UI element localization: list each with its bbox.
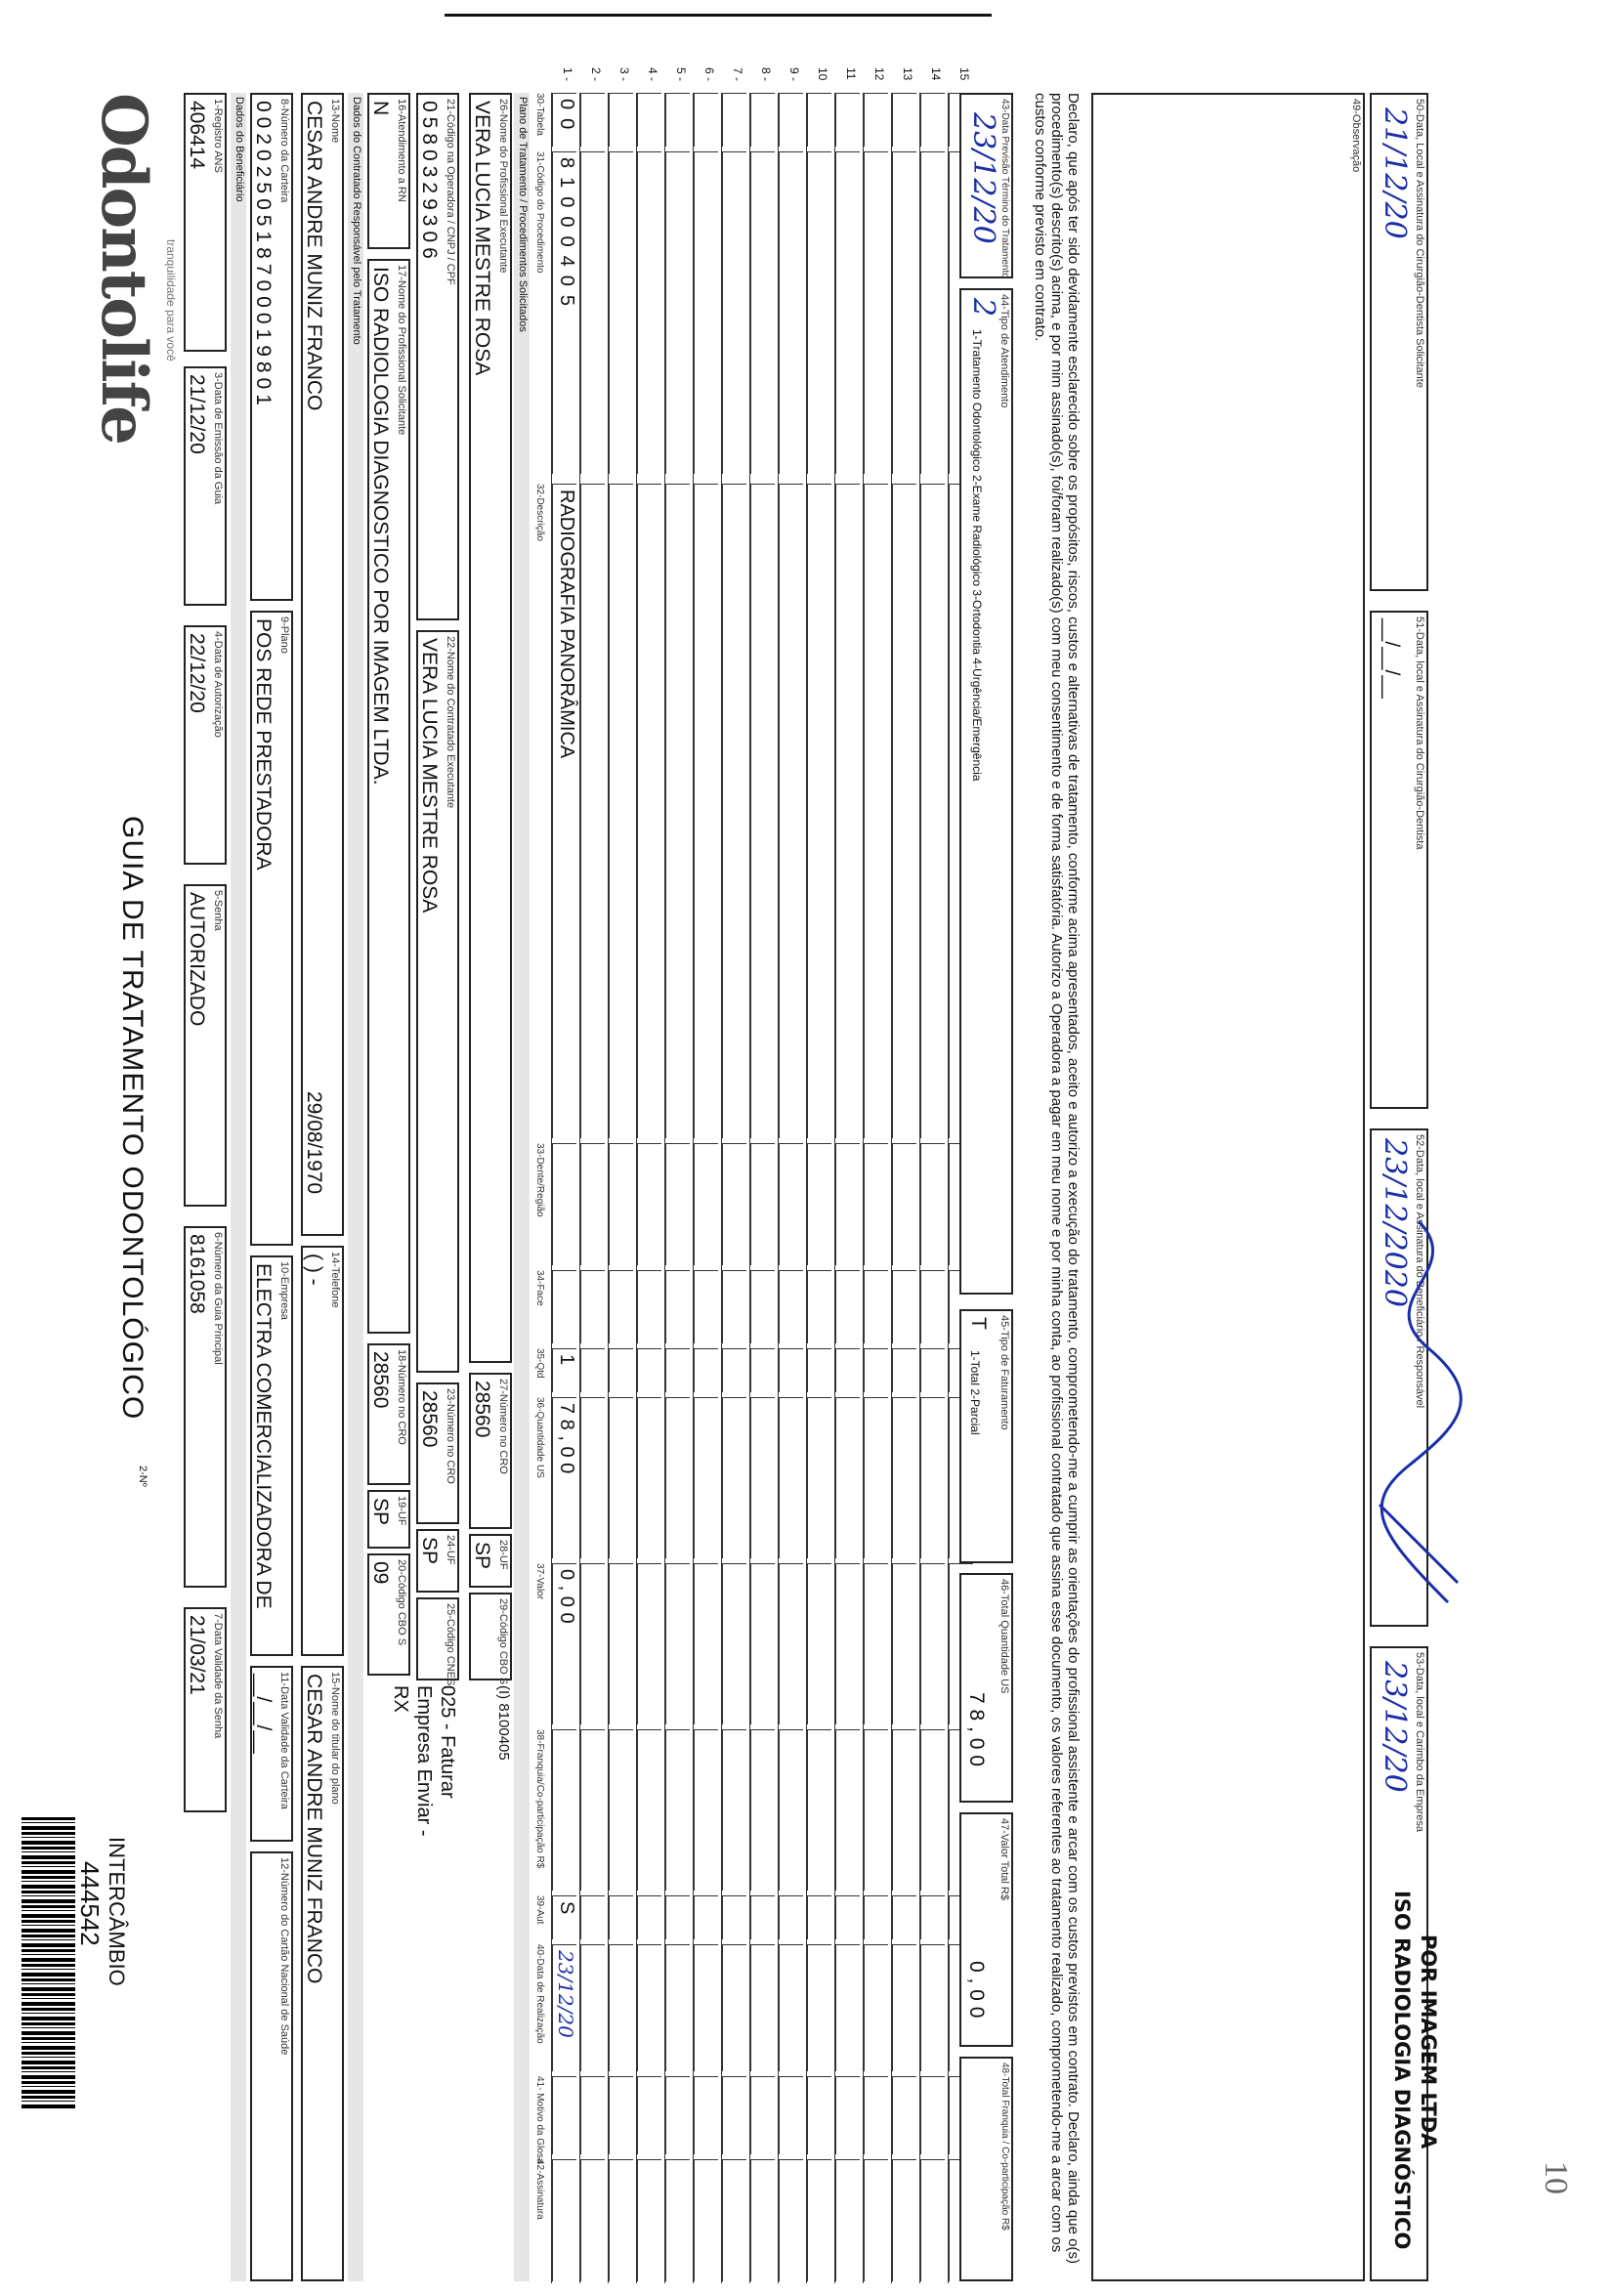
- value-data: 23/12/20: [554, 1950, 577, 2038]
- cell-valor[interactable]: [835, 1563, 860, 1724]
- row-number: 10: [816, 67, 829, 81]
- cell-qtd[interactable]: [835, 1348, 860, 1392]
- cell-face[interactable]: [920, 1270, 945, 1343]
- column-header: 39-Aut: [534, 1895, 545, 1925]
- cell-glosa[interactable]: [864, 2076, 888, 2154]
- procedure-row[interactable]: [721, 67, 750, 2283]
- cell-valor[interactable]: [665, 1563, 690, 1724]
- column-header: 30-Tabela: [534, 93, 545, 136]
- cell-descricao[interactable]: [807, 484, 831, 1138]
- cell-glosa[interactable]: [665, 2076, 690, 2154]
- cell-us[interactable]: [835, 1397, 860, 1558]
- cell-codigo[interactable]: [779, 151, 803, 474]
- cell-glosa[interactable]: [892, 2076, 916, 2154]
- cell-tabela[interactable]: [779, 93, 803, 147]
- row-number: 14: [929, 67, 943, 81]
- column-header: 31-Código do Procedimento: [534, 151, 545, 274]
- cell-qtd[interactable]: [920, 1348, 945, 1392]
- row-number: 8 -: [759, 67, 773, 82]
- procedure-row[interactable]: [778, 67, 807, 2283]
- cell-aut[interactable]: [835, 1895, 860, 1939]
- cell-qtd[interactable]: [750, 1348, 775, 1392]
- field-total-us[interactable]: 46-Total Quantidade US 7 8 , 0 0: [959, 1573, 1013, 1803]
- cell-glosa[interactable]: [694, 2076, 718, 2154]
- company-stamp-line1: ISO RADIOLOGIA DIAGNÓSTICO: [1390, 1891, 1414, 2250]
- cell-franquia[interactable]: [779, 1729, 803, 1891]
- column-header: 34-Face: [534, 1270, 545, 1306]
- cell-glosa[interactable]: [920, 2076, 945, 2154]
- row-number: 5 -: [674, 67, 688, 82]
- company-stamp-line2: POR IMAGEM LTDA: [1417, 1935, 1440, 2149]
- procedure-row[interactable]: [693, 67, 722, 2283]
- value-us: 7 8 , 0 0: [556, 1403, 577, 1474]
- cell-face[interactable]: [864, 1270, 888, 1343]
- cell-glosa[interactable]: [750, 2076, 775, 2154]
- cell-descricao[interactable]: [637, 484, 661, 1138]
- cell-qtd[interactable]: [609, 1348, 633, 1392]
- previsao-handwritten: 23/12/20: [966, 112, 1000, 244]
- field-uf-prof[interactable]: 28-UF SP: [469, 1534, 512, 1588]
- value-tabela: 00: [556, 99, 577, 139]
- field-cro-executante[interactable]: 23-Número no CRO 28560: [416, 1382, 459, 1524]
- cell-assin[interactable]: [920, 2159, 945, 2281]
- cell-descricao[interactable]: [750, 484, 775, 1138]
- cell-qtd[interactable]: [864, 1348, 888, 1392]
- cell-codigo[interactable]: [694, 151, 718, 474]
- cell-valor[interactable]: [892, 1563, 916, 1724]
- field-tipo-atendimento[interactable]: 44-Tipo de Atendimento 1-Tratamento Odontológico 2-Exame Radiológico 3-Ortodontia 4-Urgência/Emergência: [959, 288, 1013, 1295]
- cell-descricao[interactable]: [665, 484, 690, 1138]
- cell-aut[interactable]: [779, 1895, 803, 1939]
- solicitante-date-handwritten: 21/12/20: [1378, 107, 1412, 239]
- cell-face[interactable]: [750, 1270, 775, 1343]
- cell-franquia[interactable]: [920, 1729, 945, 1891]
- cell-franquia[interactable]: [694, 1729, 718, 1891]
- cell-assin[interactable]: [892, 2159, 916, 2281]
- cell-tabela[interactable]: [580, 93, 605, 147]
- cell-franquia[interactable]: [835, 1729, 860, 1891]
- cell-franquia[interactable]: [609, 1729, 633, 1891]
- cell-qtd[interactable]: [637, 1348, 661, 1392]
- empresa-date-handwritten: 23/12/20: [1378, 1661, 1412, 1793]
- field-guia-principal[interactable]: 6-Número da Guia Principal 8161058: [184, 1226, 227, 1588]
- field-atendimento-rn[interactable]: 16-Atendimento a RN N: [367, 93, 410, 249]
- cell-data[interactable]: [580, 1944, 605, 2071]
- field-assinatura-cirurgiao[interactable]: 51-Data, local e Assinatura do Cirurgião-Dentista __/__/__: [1370, 611, 1428, 1109]
- cell-glosa[interactable]: [807, 2076, 831, 2154]
- cell-descricao[interactable]: [694, 484, 718, 1138]
- cell-face[interactable]: [779, 1270, 803, 1343]
- field-carteira[interactable]: 8-Número da Carteira 0020250518700019801: [250, 93, 293, 601]
- cell-qtd[interactable]: [580, 1348, 605, 1392]
- field-contratado-executante[interactable]: 22-Nome do Contratado Executante VERA LUCIA MESTRE ROSA: [416, 630, 459, 1373]
- field-data-autorizacao[interactable]: 4-Data de Autorização 22/12/20: [184, 625, 227, 865]
- field-nome[interactable]: 13-Nome CESAR ANDRE MUNIZ FRANCO 29/08/1970: [301, 93, 344, 1236]
- cell-assin[interactable]: [835, 2159, 860, 2281]
- row-number: 11: [844, 67, 858, 80]
- cell-aut[interactable]: [637, 1895, 661, 1939]
- procedure-row[interactable]: [636, 67, 665, 2283]
- section-beneficiario: Dados do Beneficiário: [231, 93, 246, 2281]
- cell-codigo[interactable]: [609, 151, 633, 474]
- cell-valor[interactable]: [750, 1563, 775, 1724]
- row-number: 6 -: [702, 67, 716, 82]
- cell-franquia[interactable]: [750, 1729, 775, 1891]
- procedure-row[interactable]: [608, 67, 637, 2283]
- row-number: 2 -: [589, 67, 603, 82]
- cell-data[interactable]: [864, 1944, 888, 2071]
- value-valor: 0 , 0 0: [556, 1569, 577, 1624]
- value-qtd: 1: [556, 1354, 577, 1366]
- cell-face[interactable]: [807, 1270, 831, 1343]
- cell-assin[interactable]: [580, 2159, 605, 2281]
- cell-tabela[interactable]: [835, 93, 860, 147]
- cell-dente[interactable]: [892, 1143, 916, 1265]
- row-number: 3 -: [617, 67, 631, 82]
- column-header: 40-Data de Realização: [534, 1944, 545, 2044]
- cell-us[interactable]: [807, 1397, 831, 1558]
- cell-valor[interactable]: [920, 1563, 945, 1724]
- cell-assin[interactable]: [665, 2159, 690, 2281]
- cell-franquia[interactable]: [807, 1729, 831, 1891]
- field-assinatura-solicitante[interactable]: 50-Data, Local e Assinatura do Cirurgião-Dentista Solicitante: [1370, 93, 1428, 591]
- cell-valor[interactable]: [779, 1563, 803, 1724]
- procedure-row[interactable]: [834, 67, 864, 2283]
- column-header: 42-Assinatura: [534, 2159, 545, 2220]
- cell-glosa[interactable]: [835, 2076, 860, 2154]
- cell-codigo[interactable]: [722, 151, 746, 474]
- beneficiario-date-handwritten: 23/12/2020: [1378, 1138, 1412, 1307]
- field-cro-solicitante[interactable]: 18-Número no CRO 28560: [367, 1343, 410, 1485]
- beneficiario-signature: [1360, 1212, 1477, 1622]
- cell-glosa[interactable]: [580, 2076, 605, 2154]
- cell-codigo[interactable]: [864, 151, 888, 474]
- field-cbo-prof[interactable]: 29-Código CBO S: [469, 1593, 512, 1680]
- cell-data[interactable]: [722, 1944, 746, 2071]
- procedure-row[interactable]: [919, 67, 949, 2283]
- row-number: 1 -: [561, 67, 574, 82]
- cell-dente[interactable]: [807, 1143, 831, 1265]
- field-cro-prof[interactable]: 27-Número no CRO 28560: [469, 1373, 512, 1529]
- cell-face[interactable]: [892, 1270, 916, 1343]
- cell-tabela[interactable]: [807, 93, 831, 147]
- cell-tabela[interactable]: [920, 93, 945, 147]
- cell-aut[interactable]: [722, 1895, 746, 1939]
- column-header: 37-Valor: [534, 1563, 545, 1600]
- cell-descricao[interactable]: [892, 484, 916, 1138]
- procedure-row[interactable]: [664, 67, 694, 2283]
- column-header: 38-Franquia/Co-participação R$: [534, 1729, 545, 1869]
- cell-franquia[interactable]: [637, 1729, 661, 1891]
- cnes-value: (I) 8100405: [495, 1685, 512, 1761]
- cell-codigo[interactable]: [580, 151, 605, 474]
- birth-date: 29/08/1970: [303, 1091, 325, 1195]
- cell-assin[interactable]: [552, 2159, 576, 2281]
- cell-franquia[interactable]: [665, 1729, 690, 1891]
- cell-descricao[interactable]: [609, 484, 633, 1138]
- field-tipo-faturamento[interactable]: 45-Tipo de Faturamento T 1-Total 2-Parcial: [959, 1309, 1013, 1563]
- cell-face[interactable]: [665, 1270, 690, 1343]
- cell-us[interactable]: [609, 1397, 633, 1558]
- field-senha[interactable]: 5-Senha AUTORIZADO: [184, 884, 227, 1207]
- cell-glosa[interactable]: [552, 2076, 576, 2154]
- cell-valor[interactable]: [864, 1563, 888, 1724]
- cell-descricao[interactable]: [864, 484, 888, 1138]
- cell-aut[interactable]: [665, 1895, 690, 1939]
- cell-valor[interactable]: [580, 1563, 605, 1724]
- row-number: 13: [901, 67, 914, 81]
- cell-dente[interactable]: [750, 1143, 775, 1265]
- field-profissional-solicitante[interactable]: 17-Nome do Profissional Solicitante ISO RADIOLOGIA DIAGNOSTICO POR IMAGEM LTDA.: [367, 259, 410, 1334]
- cell-us[interactable]: [637, 1397, 661, 1558]
- cell-valor[interactable]: [609, 1563, 633, 1724]
- cell-data[interactable]: [835, 1944, 860, 2071]
- cell-us[interactable]: [892, 1397, 916, 1558]
- cell-aut[interactable]: [807, 1895, 831, 1939]
- column-header: 33-Dente/Região: [534, 1143, 545, 1217]
- cell-tabela[interactable]: [722, 93, 746, 147]
- field-validade-senha[interactable]: 7-Data Validade da Senha 21/03/21: [184, 1607, 227, 1812]
- cell-data[interactable]: [694, 1944, 718, 2071]
- cell-glosa[interactable]: [609, 2076, 633, 2154]
- field-codigo-operadora[interactable]: 21-Código na Operadora / CNPJ / CPF 0580329306: [416, 93, 459, 620]
- cell-franquia[interactable]: [892, 1729, 916, 1891]
- cell-descricao[interactable]: [580, 484, 605, 1138]
- cell-dente[interactable]: [552, 1143, 576, 1265]
- field-cns[interactable]: 12-Número do Cartão Nacional de Saúde: [250, 1851, 293, 2281]
- cell-qtd[interactable]: [665, 1348, 690, 1392]
- cell-qtd[interactable]: [779, 1348, 803, 1392]
- form-title: GUIA DE TRATAMENTO ODONTOLÓGICO: [116, 816, 149, 1421]
- field-validade-carteira[interactable]: 11-Data Validade da Carteira __/__/__: [250, 1666, 293, 1842]
- cell-glosa[interactable]: [722, 2076, 746, 2154]
- cell-qtd[interactable]: [694, 1348, 718, 1392]
- cell-tabela[interactable]: [864, 93, 888, 147]
- cell-codigo[interactable]: [665, 151, 690, 474]
- cell-dente[interactable]: [722, 1143, 746, 1265]
- cell-assin[interactable]: [864, 2159, 888, 2281]
- cell-codigo[interactable]: [750, 151, 775, 474]
- cell-franquia[interactable]: [864, 1729, 888, 1891]
- procedure-row[interactable]: [891, 67, 920, 2283]
- cell-us[interactable]: [580, 1397, 605, 1558]
- value-codigo: 81000405: [556, 157, 577, 315]
- column-header: 32-Descrição: [534, 484, 545, 541]
- value-descricao: RADIOGRAFIA PANORÂMICA: [556, 489, 577, 759]
- column-header: 41- Motivo da Glosa: [534, 2076, 545, 2164]
- field-uf-executante[interactable]: 24-UF SP: [416, 1529, 459, 1593]
- row-number: 12: [872, 67, 886, 81]
- cell-assin[interactable]: [750, 2159, 775, 2281]
- cell-face[interactable]: [637, 1270, 661, 1343]
- cell-codigo[interactable]: [920, 151, 945, 474]
- field-cbo-solicitante[interactable]: 20-Código CBO S 09: [367, 1553, 410, 1676]
- cell-aut[interactable]: [694, 1895, 718, 1939]
- cell-dente[interactable]: [835, 1143, 860, 1265]
- cell-valor[interactable]: [722, 1563, 746, 1724]
- row-number: 4 -: [646, 67, 659, 82]
- value-aut: S: [556, 1901, 577, 1915]
- cell-data[interactable]: [637, 1944, 661, 2071]
- cell-us[interactable]: [864, 1397, 888, 1558]
- cell-us[interactable]: [779, 1397, 803, 1558]
- cell-face[interactable]: [552, 1270, 576, 1343]
- field-valor-total[interactable]: 47-Valor Total R$ 0 , 0 0: [959, 1812, 1013, 2047]
- cell-data[interactable]: [665, 1944, 690, 2071]
- barcode: [21, 1817, 75, 2110]
- cell-dente[interactable]: [779, 1143, 803, 1265]
- page-number: 10: [1538, 2161, 1574, 2194]
- procedure-row[interactable]: [749, 67, 779, 2283]
- via-label: 2-Nº: [137, 1466, 149, 1487]
- cell-valor[interactable]: [694, 1563, 718, 1724]
- cell-tabela[interactable]: [750, 93, 775, 147]
- procedure-row[interactable]: [579, 67, 609, 2283]
- cell-descricao[interactable]: [722, 484, 746, 1138]
- cell-face[interactable]: [580, 1270, 605, 1343]
- cell-tabela[interactable]: [694, 93, 718, 147]
- cell-data[interactable]: [609, 1944, 633, 2071]
- field-previsao[interactable]: 43-Data Previsão Término do Tratamento: [959, 93, 1013, 278]
- cbo-note: 025 - Faturar Empresa Enviar - RX: [390, 1685, 458, 1837]
- cell-valor[interactable]: [807, 1563, 831, 1724]
- cell-franquia[interactable]: [722, 1729, 746, 1891]
- cell-data[interactable]: [807, 1944, 831, 2071]
- cell-data[interactable]: [920, 1944, 945, 2071]
- field-profissional-executante[interactable]: 26-Nome do Profissional Executante VERA LUCIA MESTRE ROSA: [469, 93, 512, 1363]
- field-empresa[interactable]: 10-Empresa ELECTRA COMERCIALIZADORA DE: [250, 1255, 293, 1656]
- cell-dente[interactable]: [609, 1143, 633, 1265]
- cell-dente[interactable]: [665, 1143, 690, 1265]
- cell-data[interactable]: [892, 1944, 916, 2071]
- cell-assin[interactable]: [637, 2159, 661, 2281]
- cell-aut[interactable]: [892, 1895, 916, 1939]
- cell-assin[interactable]: [722, 2159, 746, 2281]
- cell-tabela[interactable]: [609, 93, 633, 147]
- row-number: 15: [957, 67, 971, 81]
- cell-aut[interactable]: [609, 1895, 633, 1939]
- guia-type: INTERCÂMBIO: [105, 1837, 129, 1986]
- cell-franquia[interactable]: [580, 1729, 605, 1891]
- cell-dente[interactable]: [637, 1143, 661, 1265]
- cell-codigo[interactable]: [637, 151, 661, 474]
- field-cnes[interactable]: 25-Código CNES: [416, 1597, 459, 1680]
- cell-valor[interactable]: [637, 1563, 661, 1724]
- column-header: 36-Quantidade US: [534, 1397, 545, 1478]
- cell-data[interactable]: [779, 1944, 803, 2071]
- field-assinatura-beneficiario[interactable]: 52-Data, local e Assinatura do Beneficiário / Responsável: [1370, 1128, 1428, 1627]
- cell-assin[interactable]: [609, 2159, 633, 2281]
- column-header: 35-Qtd: [534, 1348, 545, 1379]
- field-uf-solicitante[interactable]: 19-UF SP: [367, 1490, 410, 1549]
- cell-aut[interactable]: [750, 1895, 775, 1939]
- cell-qtd[interactable]: [722, 1348, 746, 1392]
- field-total-franquia[interactable]: 48-Total Franquia / Co-participação R$: [959, 2057, 1013, 2281]
- cell-glosa[interactable]: [779, 2076, 803, 2154]
- cell-descricao[interactable]: [779, 484, 803, 1138]
- cell-us[interactable]: [694, 1397, 718, 1558]
- cell-us[interactable]: [920, 1397, 945, 1558]
- row-number: 9 -: [787, 67, 801, 82]
- cell-tabela[interactable]: [665, 93, 690, 147]
- cell-us[interactable]: [665, 1397, 690, 1558]
- section-contratado: Dados do Contratado Responsável pelo Tratamento: [348, 93, 363, 2281]
- cell-data[interactable]: [750, 1944, 775, 2071]
- cell-us[interactable]: [750, 1397, 775, 1558]
- cell-qtd[interactable]: [807, 1348, 831, 1392]
- cell-descricao[interactable]: [835, 484, 860, 1138]
- cell-qtd[interactable]: [892, 1348, 916, 1392]
- row-number: 7 -: [731, 67, 744, 82]
- cell-tabela[interactable]: [892, 93, 916, 147]
- field-observacao[interactable]: 49-Observação: [1091, 93, 1365, 2281]
- cell-face[interactable]: [722, 1270, 746, 1343]
- field-registro-ans[interactable]: 1-Registro ANS 406414: [184, 93, 227, 352]
- section-procedimentos: Plano de Tratamento / Procedimentos Solicitados: [514, 93, 530, 2281]
- procedure-row[interactable]: [863, 67, 892, 2283]
- cell-dente[interactable]: [864, 1143, 888, 1265]
- procedure-row[interactable]: [806, 67, 835, 2283]
- cell-aut[interactable]: [920, 1895, 945, 1939]
- field-titular[interactable]: 15-Nome do titular do plano CESAR ANDRE MUNIZ FRANCO: [301, 1666, 344, 2281]
- brand-logo: Odontolife: [87, 93, 160, 444]
- cell-descricao[interactable]: [920, 484, 945, 1138]
- field-telefone[interactable]: 14-Telefone ( ) -: [301, 1246, 344, 1656]
- field-data-emissao[interactable]: 3-Data de Emissão da Guia 21/12/20: [184, 366, 227, 606]
- cell-tabela[interactable]: [637, 93, 661, 147]
- guia-number: 444542: [75, 1861, 105, 1946]
- cell-assin[interactable]: [807, 2159, 831, 2281]
- cell-face[interactable]: [835, 1270, 860, 1343]
- cell-glosa[interactable]: [637, 2076, 661, 2154]
- declaration-text: Declaro, que após ter sido devidamente esclarecido sobre os propósitos, riscos, custos e alternativas de tratamento, conforme acima apresentados, aceito e autorizo a execução do tratamento, comprometendo-me a cumprir as orientações do profissional assistente e arcar com os custos previstos em contrato. Declaro, ainda que o(s) procedimento(s) descrito(s) acima, e por mim assinado(s), foi/foram realizado(s) com meu consentimento e de forma satisfatória. Autorizo a Operadora a pagar em meu nome e por minha conta, ao profissional contratado que assina esse documento, os valores referentes ao tratamento realizado, comprometendo-me a arcar com os custos conforme previsto em contrato.: [1032, 93, 1082, 2264]
- cell-codigo[interactable]: [892, 151, 916, 474]
- cell-aut[interactable]: [864, 1895, 888, 1939]
- cell-face[interactable]: [609, 1270, 633, 1343]
- cell-codigo[interactable]: [835, 151, 860, 474]
- procedure-row[interactable]: [551, 67, 580, 2283]
- cell-face[interactable]: [694, 1270, 718, 1343]
- cell-us[interactable]: [722, 1397, 746, 1558]
- brand-slogan: tranquilidade para você: [164, 239, 178, 361]
- field-plano[interactable]: 9-Plano POS REDE PRESTADORA: [250, 611, 293, 1246]
- cell-dente[interactable]: [580, 1143, 605, 1265]
- cell-dente[interactable]: [920, 1143, 945, 1265]
- cell-franquia[interactable]: [552, 1729, 576, 1891]
- cell-assin[interactable]: [779, 2159, 803, 2281]
- cell-aut[interactable]: [580, 1895, 605, 1939]
- cell-dente[interactable]: [694, 1143, 718, 1265]
- cell-codigo[interactable]: [807, 151, 831, 474]
- tipo-atendimento-handwritten: 2: [966, 298, 1000, 318]
- field-carimbo-empresa[interactable]: 53-Data, local e Carimbo da Empresa: [1370, 1646, 1428, 2281]
- cell-assin[interactable]: [694, 2159, 718, 2281]
